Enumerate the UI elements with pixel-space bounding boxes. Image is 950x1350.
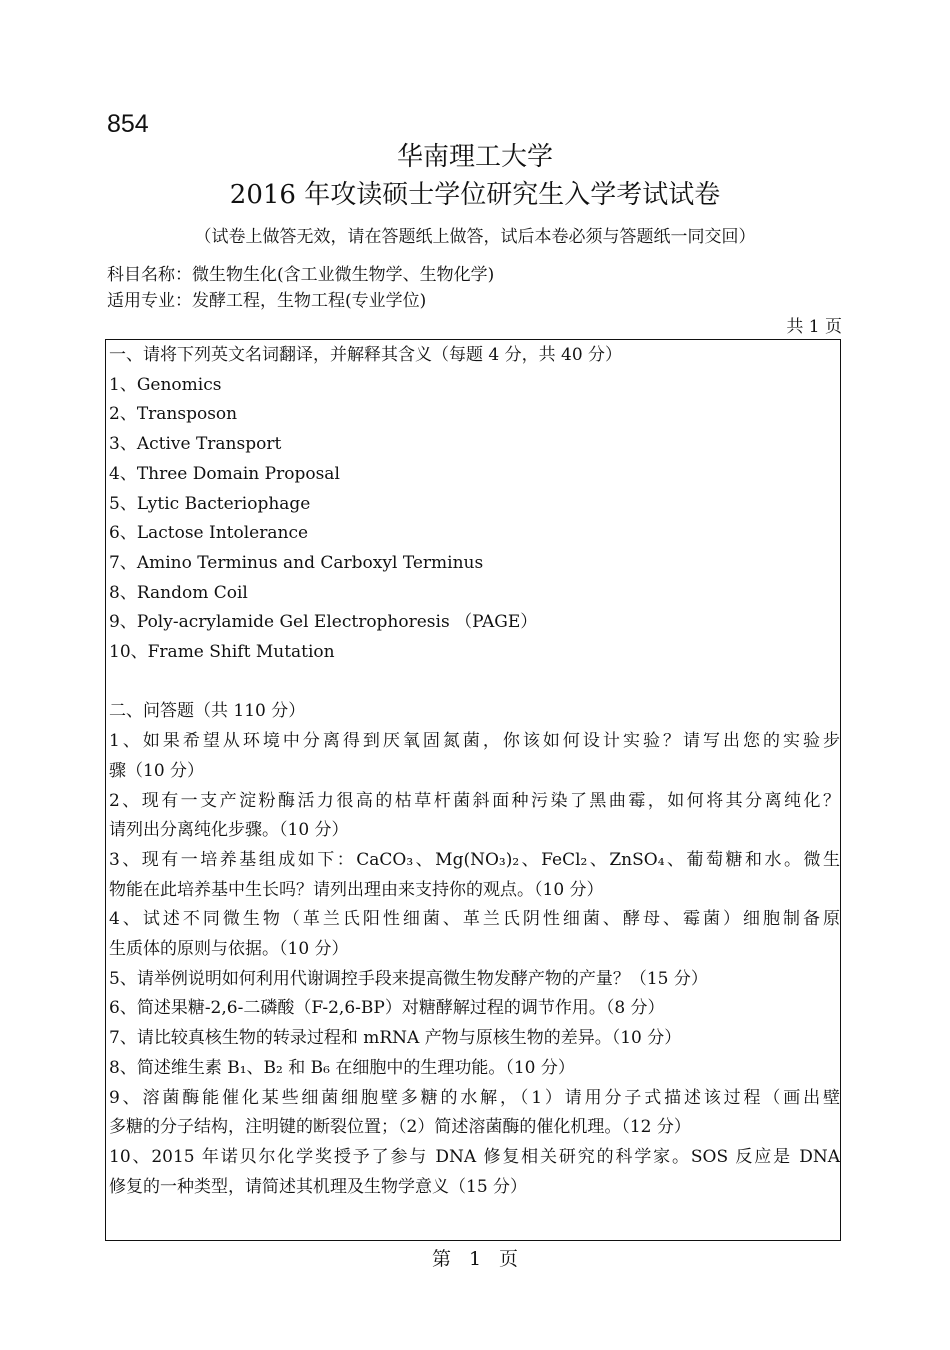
exam-code: 854 [107, 110, 149, 138]
question-line: 骤（10 分） [109, 760, 205, 781]
question-line: 9、溶菌酶能催化某些细菌细胞壁多糖的水解，（1）请用分子式描述该过程（画出壁 [109, 1087, 840, 1108]
answer-notice: （试卷上做答无效，请在答题纸上做答，试后本卷必须与答题纸一同交回） [194, 227, 756, 247]
question-line: 3、现有一培养基组成如下：CaCO₃、Mg(NO₃)₂、FeCl₂、ZnSO₄、葡萄糖和水。微生 [109, 849, 840, 870]
question-line: 7、请比较真核生物的转录过程和 mRNA 产物与原核生物的差异。（10 分） [109, 1028, 682, 1049]
term-item: 10、Frame Shift Mutation [109, 642, 335, 663]
term-item: 8、Random Coil [109, 582, 248, 603]
question-line: 5、请举例说明如何利用代谢调控手段来提高微生物发酵产物的产量？（15 分） [109, 968, 708, 989]
term-item: 9、Poly-acrylamide Gel Electrophoresis （PAGE） [109, 612, 538, 633]
university-name: 华南理工大学 [396, 142, 553, 172]
question-line: 8、简述维生素 B₁、B₂ 和 B₆ 在细胞中的生理功能。（10 分） [109, 1057, 575, 1078]
question-line: 10、2015 年诺贝尔化学奖授予了参与 DNA 修复相关研究的科学家。SOS 反应是 DNA [109, 1146, 840, 1167]
question-line: 多糖的分子结构，注明键的断裂位置；（2）简述溶菌酶的催化机理。（12 分） [109, 1117, 691, 1138]
majors-line: 适用专业：发酵工程，生物工程(专业学位) [107, 291, 427, 311]
term-item: 5、Lytic Bacteriophage [109, 493, 311, 514]
subject-line: 科目名称：微生物生化(含工业微生物学、生物化学) [107, 265, 495, 285]
section1-heading: 一、请将下列英文名词翻译，并解释其含义（每题 4 分，共 40 分） [109, 345, 623, 365]
question-line: 生质体的原则与依据。（10 分） [109, 938, 349, 959]
page-footer [0, 1245, 950, 1273]
term-item: 3、Active Transport [109, 434, 282, 455]
question-line: 修复的一种类型，请简述其机理及生物学意义（15 分） [109, 1176, 528, 1197]
page-total: 共 1 页 [786, 317, 842, 337]
section2-heading: 二、问答题（共 110 分） [109, 701, 306, 722]
exam-content-box [105, 339, 841, 1241]
term-item: 2、Transposon [109, 404, 238, 425]
term-item: 4、Three Domain Proposal [109, 463, 340, 484]
term-item: 6、Lactose Intolerance [109, 523, 309, 544]
question-line: 6、简述果糖-2,6-二磷酸（F-2,6-BP）对糖酵解过程的调节作用。（8 分） [109, 998, 665, 1019]
term-item: 7、Amino Terminus and Carboxyl Terminus [109, 552, 484, 573]
question-line: 请列出分离纯化步骤。（10 分） [109, 820, 349, 841]
page-number: 1 [468, 1248, 482, 1270]
question-line: 物能在此培养基中生长吗？请列出理由来支持你的观点。（10 分） [109, 879, 604, 900]
footer-suffix: 页 [499, 1248, 519, 1270]
exam-title: 2016 年攻读硕士学位研究生入学考试试卷 [229, 180, 721, 210]
spacer [109, 668, 840, 698]
question-line: 2、现有一支产淀粉酶活力很高的枯草杆菌斜面种污染了黑曲霉，如何将其分离纯化？ [109, 790, 840, 811]
question-line: 1、如果希望从环境中分离得到厌氧固氮菌，你该如何设计实验？请写出您的实验步 [109, 731, 840, 752]
term-item: 1、Genomics [109, 374, 222, 395]
question-line: 4、试述不同微生物（革兰氏阳性细菌、革兰氏阴性细菌、酵母、霉菌）细胞制备原 [109, 909, 840, 930]
footer-prefix: 第 [431, 1248, 451, 1270]
